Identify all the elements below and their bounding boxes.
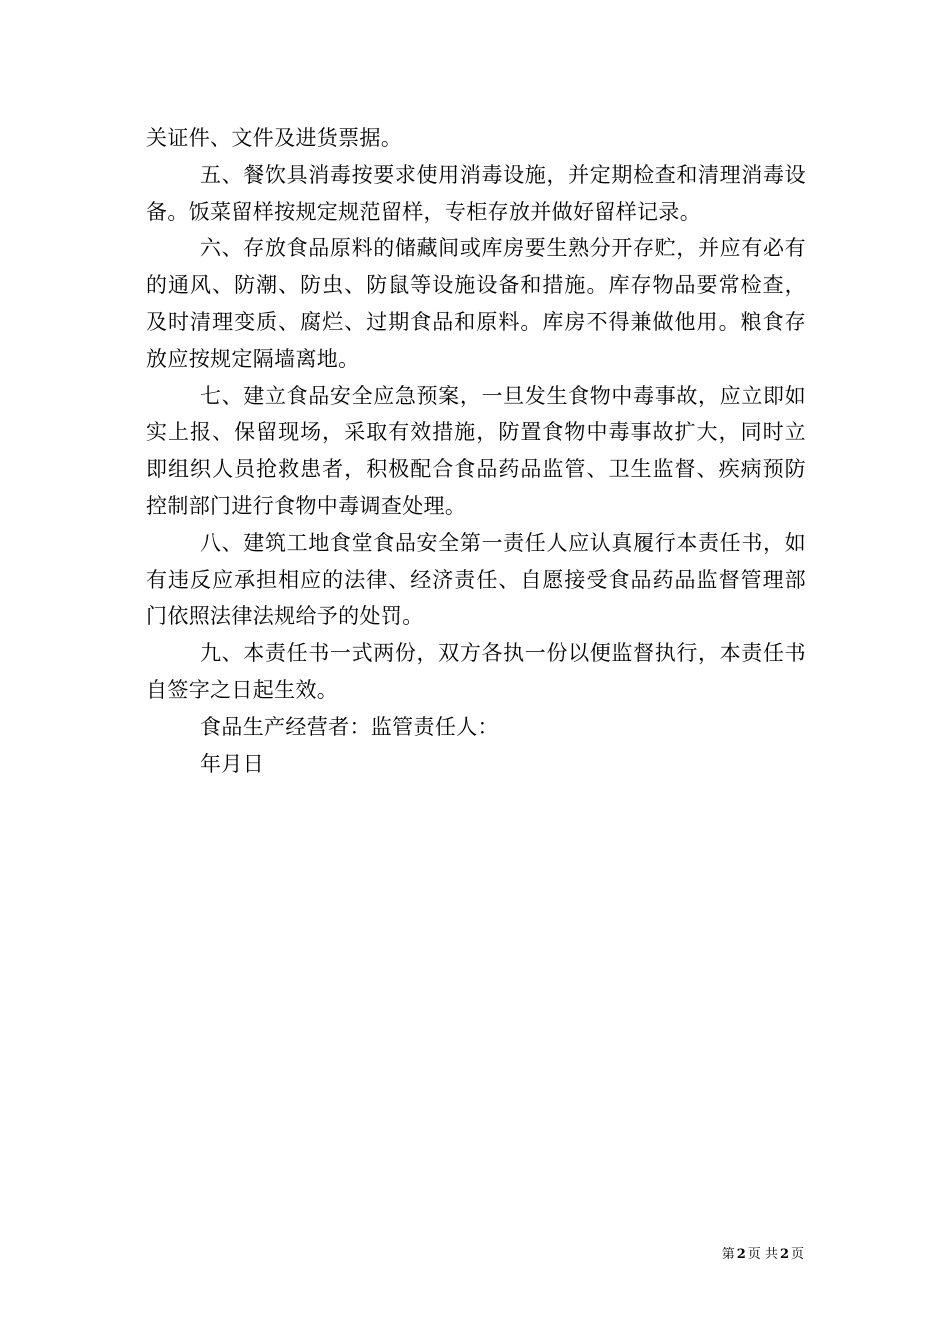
current-page-number: 2	[736, 1247, 746, 1262]
paragraph-item-5: 五、餐饮具消毒按要求使用消毒设施，并定期检查和清理消毒设备。饭菜留样按规定规范留样，专柜存放并做好留样记录。	[146, 162, 806, 224]
signature-line: 食品生产经营者：监管责任人：	[200, 714, 499, 739]
page-footer	[722, 1246, 804, 1264]
date-line: 年月日	[200, 751, 265, 776]
document-body	[146, 120, 806, 782]
paragraph-item-9: 九、本责任书一式两份，双方各执一份以便监督执行，本责任书自签字之日起生效。	[146, 641, 806, 702]
paragraph-item-6: 六、存放食品原料的储藏间或库房要生熟分开存贮，并应有必有的通风、防潮、防虫、防鼠等设施设备和措施。库存物品要常检查，及时清理变质、腐烂、过期食品和原料。库房不得兼做他用。粮食存放应按规定隔墙离地。	[146, 236, 806, 371]
paragraph-continuation: 关证件、文件及进货票据。	[146, 126, 403, 150]
footer-middle: 页 共	[747, 1247, 778, 1262]
total-pages-number: 2	[779, 1247, 789, 1262]
paragraph-item-7: 七、建立食品安全应急预案，一旦发生食物中毒事故，应立即如实上报、保留现场，采取有效措施，防置食物中毒事故扩大，同时立即组织人员抢救患者，积极配合食品药品监管、卫生监督、疾病预防控制部门进行食物中毒调查处理。	[146, 383, 806, 518]
footer-prefix: 第	[721, 1247, 735, 1262]
footer-suffix: 页	[790, 1247, 804, 1262]
paragraph-item-8: 八、建筑工地食堂食品安全第一责任人应认真履行本责任书，如有违反应承担相应的法律、经济责任、自愿接受食品药品监督管理部门依照法律法规给予的处罚。	[146, 530, 806, 629]
